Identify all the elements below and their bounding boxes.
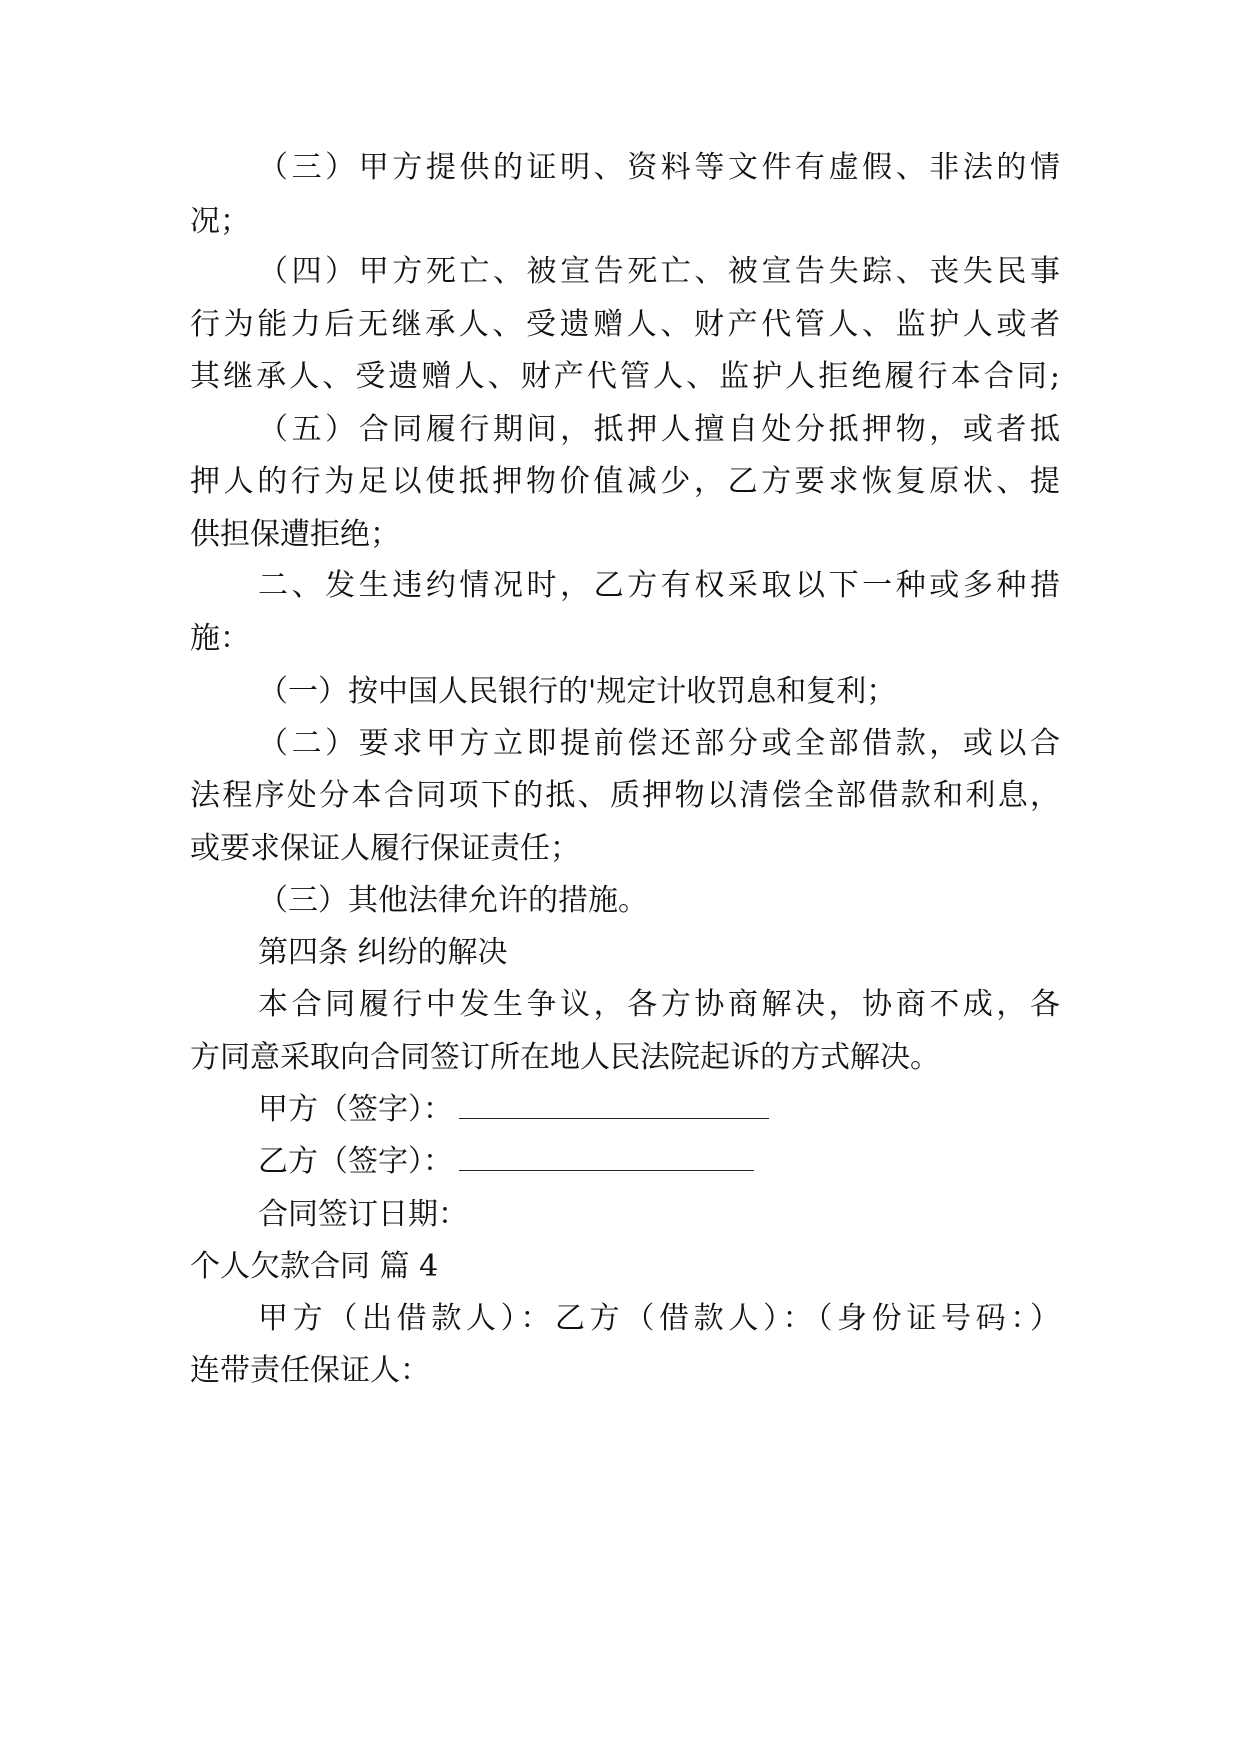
paragraph-line: （五）合同履行期间，抵押人擅自处分抵押物，或者抵: [258, 412, 1060, 447]
paragraph-line: 连带责任保证人：: [190, 1353, 430, 1388]
paragraph-line: （三）甲方提供的证明、资料等文件有虚假、非法的情: [258, 150, 1060, 185]
paragraph-line: （一）按中国人民银行的'规定计收罚息和复利；: [258, 674, 897, 709]
paragraph-line: 甲方（出借款人）：乙方（借款人）：（身份证号码：）: [258, 1301, 1060, 1336]
paragraph-line: 二、发生违约情况时，乙方有权采取以下一种或多种措: [258, 568, 1060, 603]
paragraph-line: 供担保遭拒绝；: [190, 517, 400, 552]
section-heading: 第四条 纠纷的解决: [258, 935, 508, 970]
party-b-signature-label: 乙方（签字）：: [258, 1144, 453, 1179]
party-a-signature-row: [258, 1090, 1060, 1130]
party-b-signature-field[interactable]: [459, 1144, 754, 1171]
paragraph-line: 况；: [190, 204, 250, 239]
paragraph-line: 押人的行为足以使抵押物价值减少，乙方要求恢复原状、提: [190, 464, 1060, 499]
paragraph-line: 其继承人、受遗赠人、财产代管人、监护人拒绝履行本合同;: [190, 359, 1060, 394]
paragraph-line: （四）甲方死亡、被宣告死亡、被宣告失踪、丧失民事: [258, 254, 1060, 289]
section-title: 个人欠款合同 篇 4: [190, 1249, 439, 1284]
paragraph-line: 方同意采取向合同签订所在地人民法院起诉的方式解决。: [190, 1040, 940, 1075]
paragraph-line: 法程序处分本合同项下的抵、质押物以清偿全部借款和利息，: [190, 778, 1060, 813]
paragraph-line: 施：: [190, 621, 250, 656]
party-a-signature-label: 甲方（签字）：: [258, 1092, 453, 1127]
party-b-signature-row: [258, 1142, 1060, 1182]
paragraph-line: （二）要求甲方立即提前偿还部分或全部借款，或以合: [258, 726, 1060, 761]
paragraph-line: （三）其他法律允许的措施。: [258, 883, 648, 918]
paragraph-line: 行为能力后无继承人、受遗赠人、财产代管人、监护人或者: [190, 307, 1060, 342]
contract-date-label: 合同签订日期：: [258, 1197, 468, 1232]
party-a-signature-field[interactable]: [459, 1092, 769, 1119]
paragraph-line: 本合同履行中发生争议，各方协商解决，协商不成，各: [258, 987, 1060, 1022]
paragraph-line: 或要求保证人履行保证责任；: [190, 831, 580, 866]
